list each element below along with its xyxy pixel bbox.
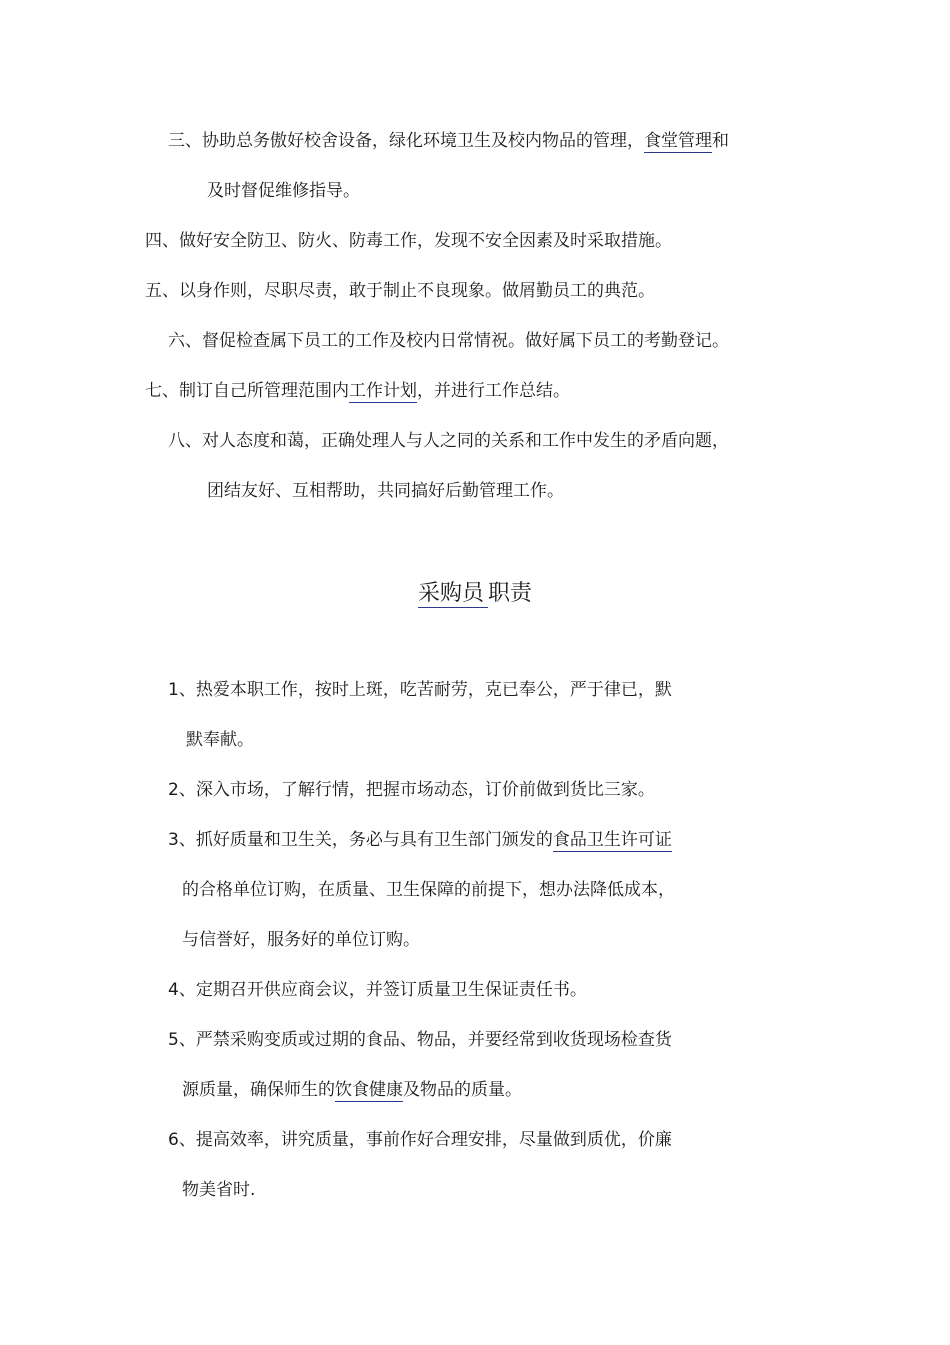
purchaser-item-1: 1、热爱本职工作，按时上斑，吃苦耐劳，克已奉公，严于律已，默	[168, 680, 672, 700]
duty-item-3-text-end: 和	[712, 131, 729, 151]
purchaser-item-1-continuation: 默奉献。	[186, 730, 254, 750]
duty-item-3-continuation: 及时督促维修指导。	[207, 181, 360, 201]
purchaser-item-3	[168, 829, 672, 851]
purchaser-duties-title	[0, 580, 950, 608]
duty-item-7-text: 七、制订自己所管理范围内	[145, 381, 349, 401]
duty-item-7	[145, 380, 570, 402]
purchaser-item-4: 4、定期召开供应商会议，并签订质量卫生保证责任书。	[168, 980, 587, 1000]
duty-item-7-text-end: ，并进行工作总结。	[417, 381, 570, 401]
purchaser-item-3-text: 3、抓好质量和卫生关，务必与具有卫生部门颁发的	[168, 830, 553, 850]
duty-item-6: 六、督促检查属下员工的工作及校内日常情祝。做好属下员工的考勤登记。	[168, 331, 729, 351]
diet-health-link[interactable]: 饮食健康	[335, 1080, 403, 1100]
duty-item-8: 八、对人态度和蔼，正确处理人与人之同的关系和工作中发生的矛盾向题，	[168, 431, 729, 451]
purchaser-link[interactable]: 采购员	[418, 581, 488, 608]
food-hygiene-license-link[interactable]: 食品卫生许可证	[552, 830, 672, 850]
purchaser-item-3-continuation-2: 与信誉好，服务好的单位订购。	[182, 930, 420, 950]
duty-item-8-continuation: 团结友好、互相帮助，共同搞好后勤管理工作。	[207, 481, 564, 501]
duties-title-text: 职责	[488, 581, 533, 606]
purchaser-item-3-continuation-1: 的合格单位订购，在质量、卫生保障的前提下，想办法降低成本，	[182, 880, 675, 900]
purchaser-item-6-continuation: 物美省时.	[182, 1180, 256, 1200]
duty-item-3-text: 三、协助总务傲好校舍设备，绿化环境卫生及校内物品的管理，	[168, 131, 644, 151]
work-plan-link[interactable]: 工作计划	[349, 381, 417, 401]
purchaser-item-6: 6、提高效率，讲究质量，事前作好合理安排，尽量做到质优，价廉	[168, 1130, 672, 1150]
purchaser-item-2: 2、深入市场，了解行情，把握市场动态，订价前做到货比三家。	[168, 780, 655, 800]
duty-item-3	[168, 130, 729, 152]
purchaser-item-5-continuation	[182, 1079, 522, 1101]
purchaser-item-5: 5、严禁采购变质或过期的食品、物品，并要经常到收货现场检查货	[168, 1030, 672, 1050]
purchaser-item-5-cont-text-end: 及物品的质量。	[403, 1080, 522, 1100]
duty-item-4: 四、做好安全防卫、防火、防毒工作，发现不安全因素及时采取措施。	[145, 231, 672, 251]
duty-item-5: 五、以身作则，尽职尽责，敢于制止不良现象。做屑勤员工的典范。	[145, 281, 655, 301]
canteen-management-link[interactable]: 食堂管理	[644, 131, 712, 151]
purchaser-item-5-cont-text: 源质量，确保师生的	[182, 1080, 335, 1100]
